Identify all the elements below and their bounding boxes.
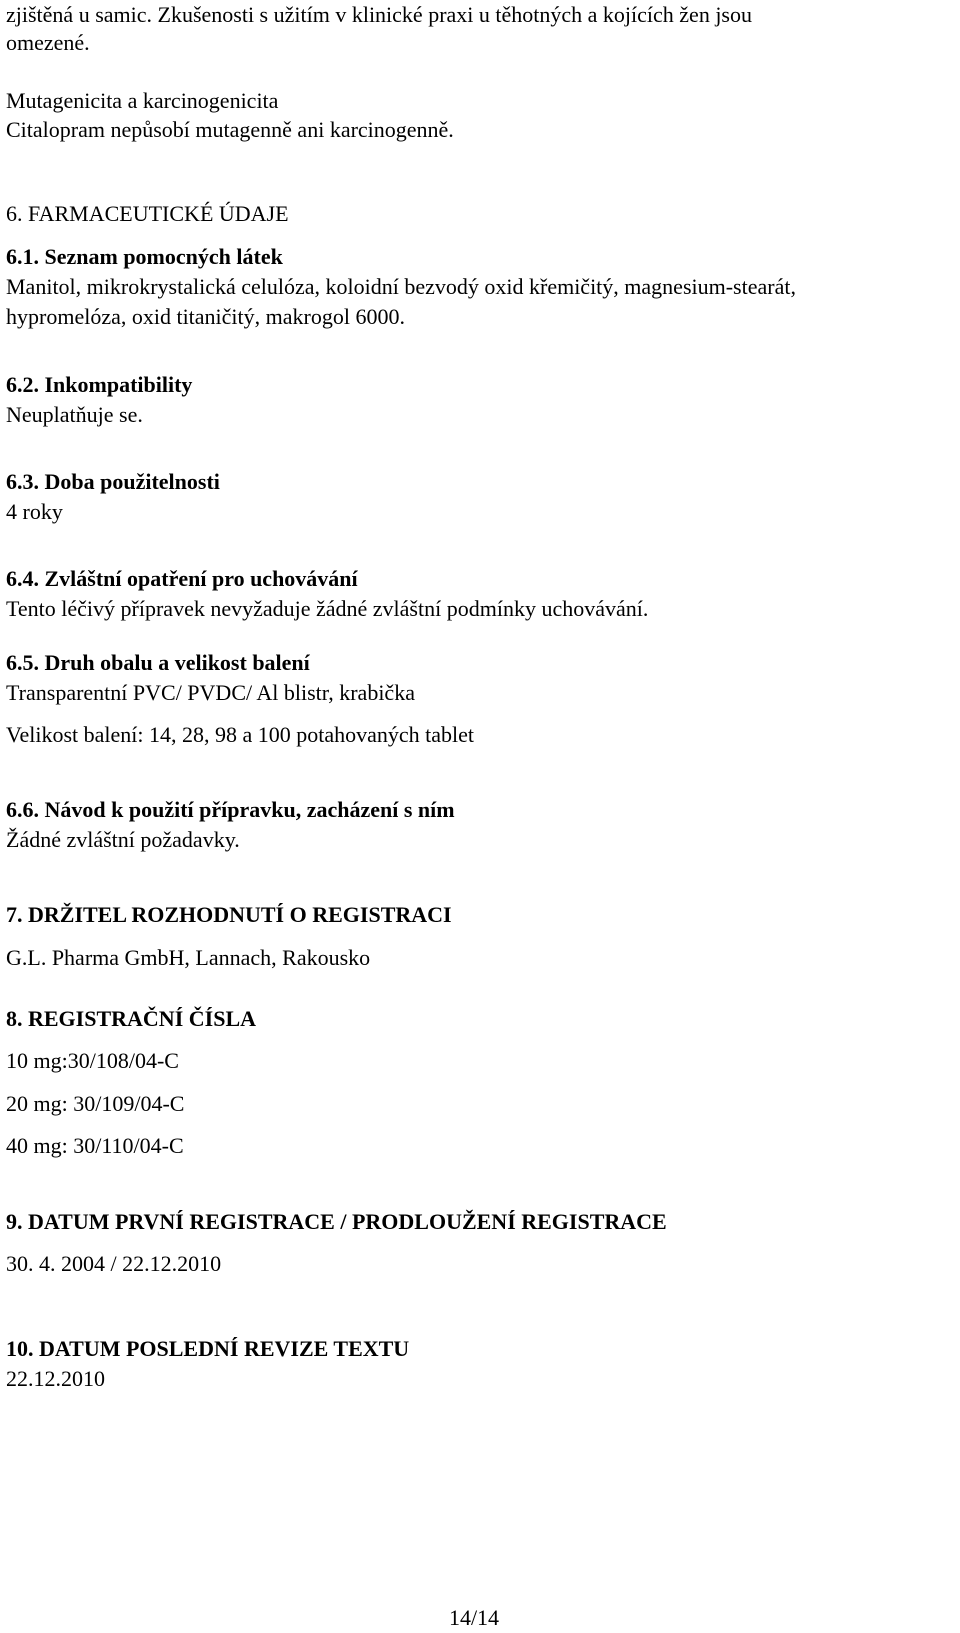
mutagenicity-heading: Mutagenicita a karcinogenicita bbox=[6, 88, 279, 113]
section-7-text: G.L. Pharma GmbH, Lannach, Rakousko bbox=[6, 945, 371, 970]
section-6-4-heading: 6.4. Zvláštní opatření pro uchovávání bbox=[6, 566, 358, 591]
section-6-5-heading: 6.5. Druh obalu a velikost balení bbox=[6, 650, 310, 675]
section-6-5-line-1: Transparentní PVC/ PVDC/ Al blistr, krabička bbox=[6, 680, 415, 705]
section-6-1-line-1: Manitol, mikrokrystalická celulóza, koloidní bezvodý oxid křemičitý, magnesium-stearát, bbox=[6, 274, 796, 299]
section-6-1-heading: 6.1. Seznam pomocných látek bbox=[6, 244, 283, 269]
section-6-6-heading: 6.6. Návod k použití přípravku, zacházení s ním bbox=[6, 797, 455, 822]
registration-number-3: 40 mg: 30/110/04-C bbox=[6, 1133, 184, 1158]
section-6-1-line-2: hypromelóza, oxid titaničitý, makrogol 6000. bbox=[6, 304, 405, 329]
section-9-text: 30. 4. 2004 / 22.12.2010 bbox=[6, 1251, 222, 1276]
section-6-heading: 6. FARMACEUTICKÉ ÚDAJE bbox=[6, 201, 289, 226]
section-6-6-text: Žádné zvláštní požadavky. bbox=[6, 827, 240, 852]
section-8-heading: 8. REGISTRAČNÍ ČÍSLA bbox=[6, 1006, 257, 1031]
section-6-4-text: Tento léčivý přípravek nevyžaduje žádné zvláštní podmínky uchovávání. bbox=[6, 596, 649, 621]
mutagenicity-text: Citalopram nepůsobí mutagenně ani karcinogenně. bbox=[6, 117, 454, 142]
section-6-2-heading: 6.2. Inkompatibility bbox=[6, 372, 193, 397]
section-10-text: 22.12.2010 bbox=[6, 1366, 105, 1391]
registration-number-1: 10 mg:30/108/04-C bbox=[6, 1048, 179, 1073]
intro-line-1: zjištěná u samic. Zkušenosti s užitím v klinické praxi u těhotných a kojících žen jsou bbox=[6, 2, 752, 27]
section-6-3-heading: 6.3. Doba použitelnosti bbox=[6, 469, 220, 494]
registration-number-2: 20 mg: 30/109/04-C bbox=[6, 1091, 185, 1116]
section-6-3-text: 4 roky bbox=[6, 499, 63, 524]
intro-line-2: omezené. bbox=[6, 30, 90, 55]
section-6-2-text: Neuplatňuje se. bbox=[6, 402, 143, 427]
page-number: 14/14 bbox=[448, 1605, 500, 1630]
section-6-5-line-2: Velikost balení: 14, 28, 98 a 100 potahovaných tablet bbox=[6, 722, 475, 747]
section-9-heading: 9. DATUM PRVNÍ REGISTRACE / PRODLOUŽENÍ REGISTRACE bbox=[6, 1209, 667, 1234]
section-7-heading: 7. DRŽITEL ROZHODNUTÍ O REGISTRACI bbox=[6, 902, 452, 927]
section-10-heading: 10. DATUM POSLEDNÍ REVIZE TEXTU bbox=[6, 1336, 410, 1361]
